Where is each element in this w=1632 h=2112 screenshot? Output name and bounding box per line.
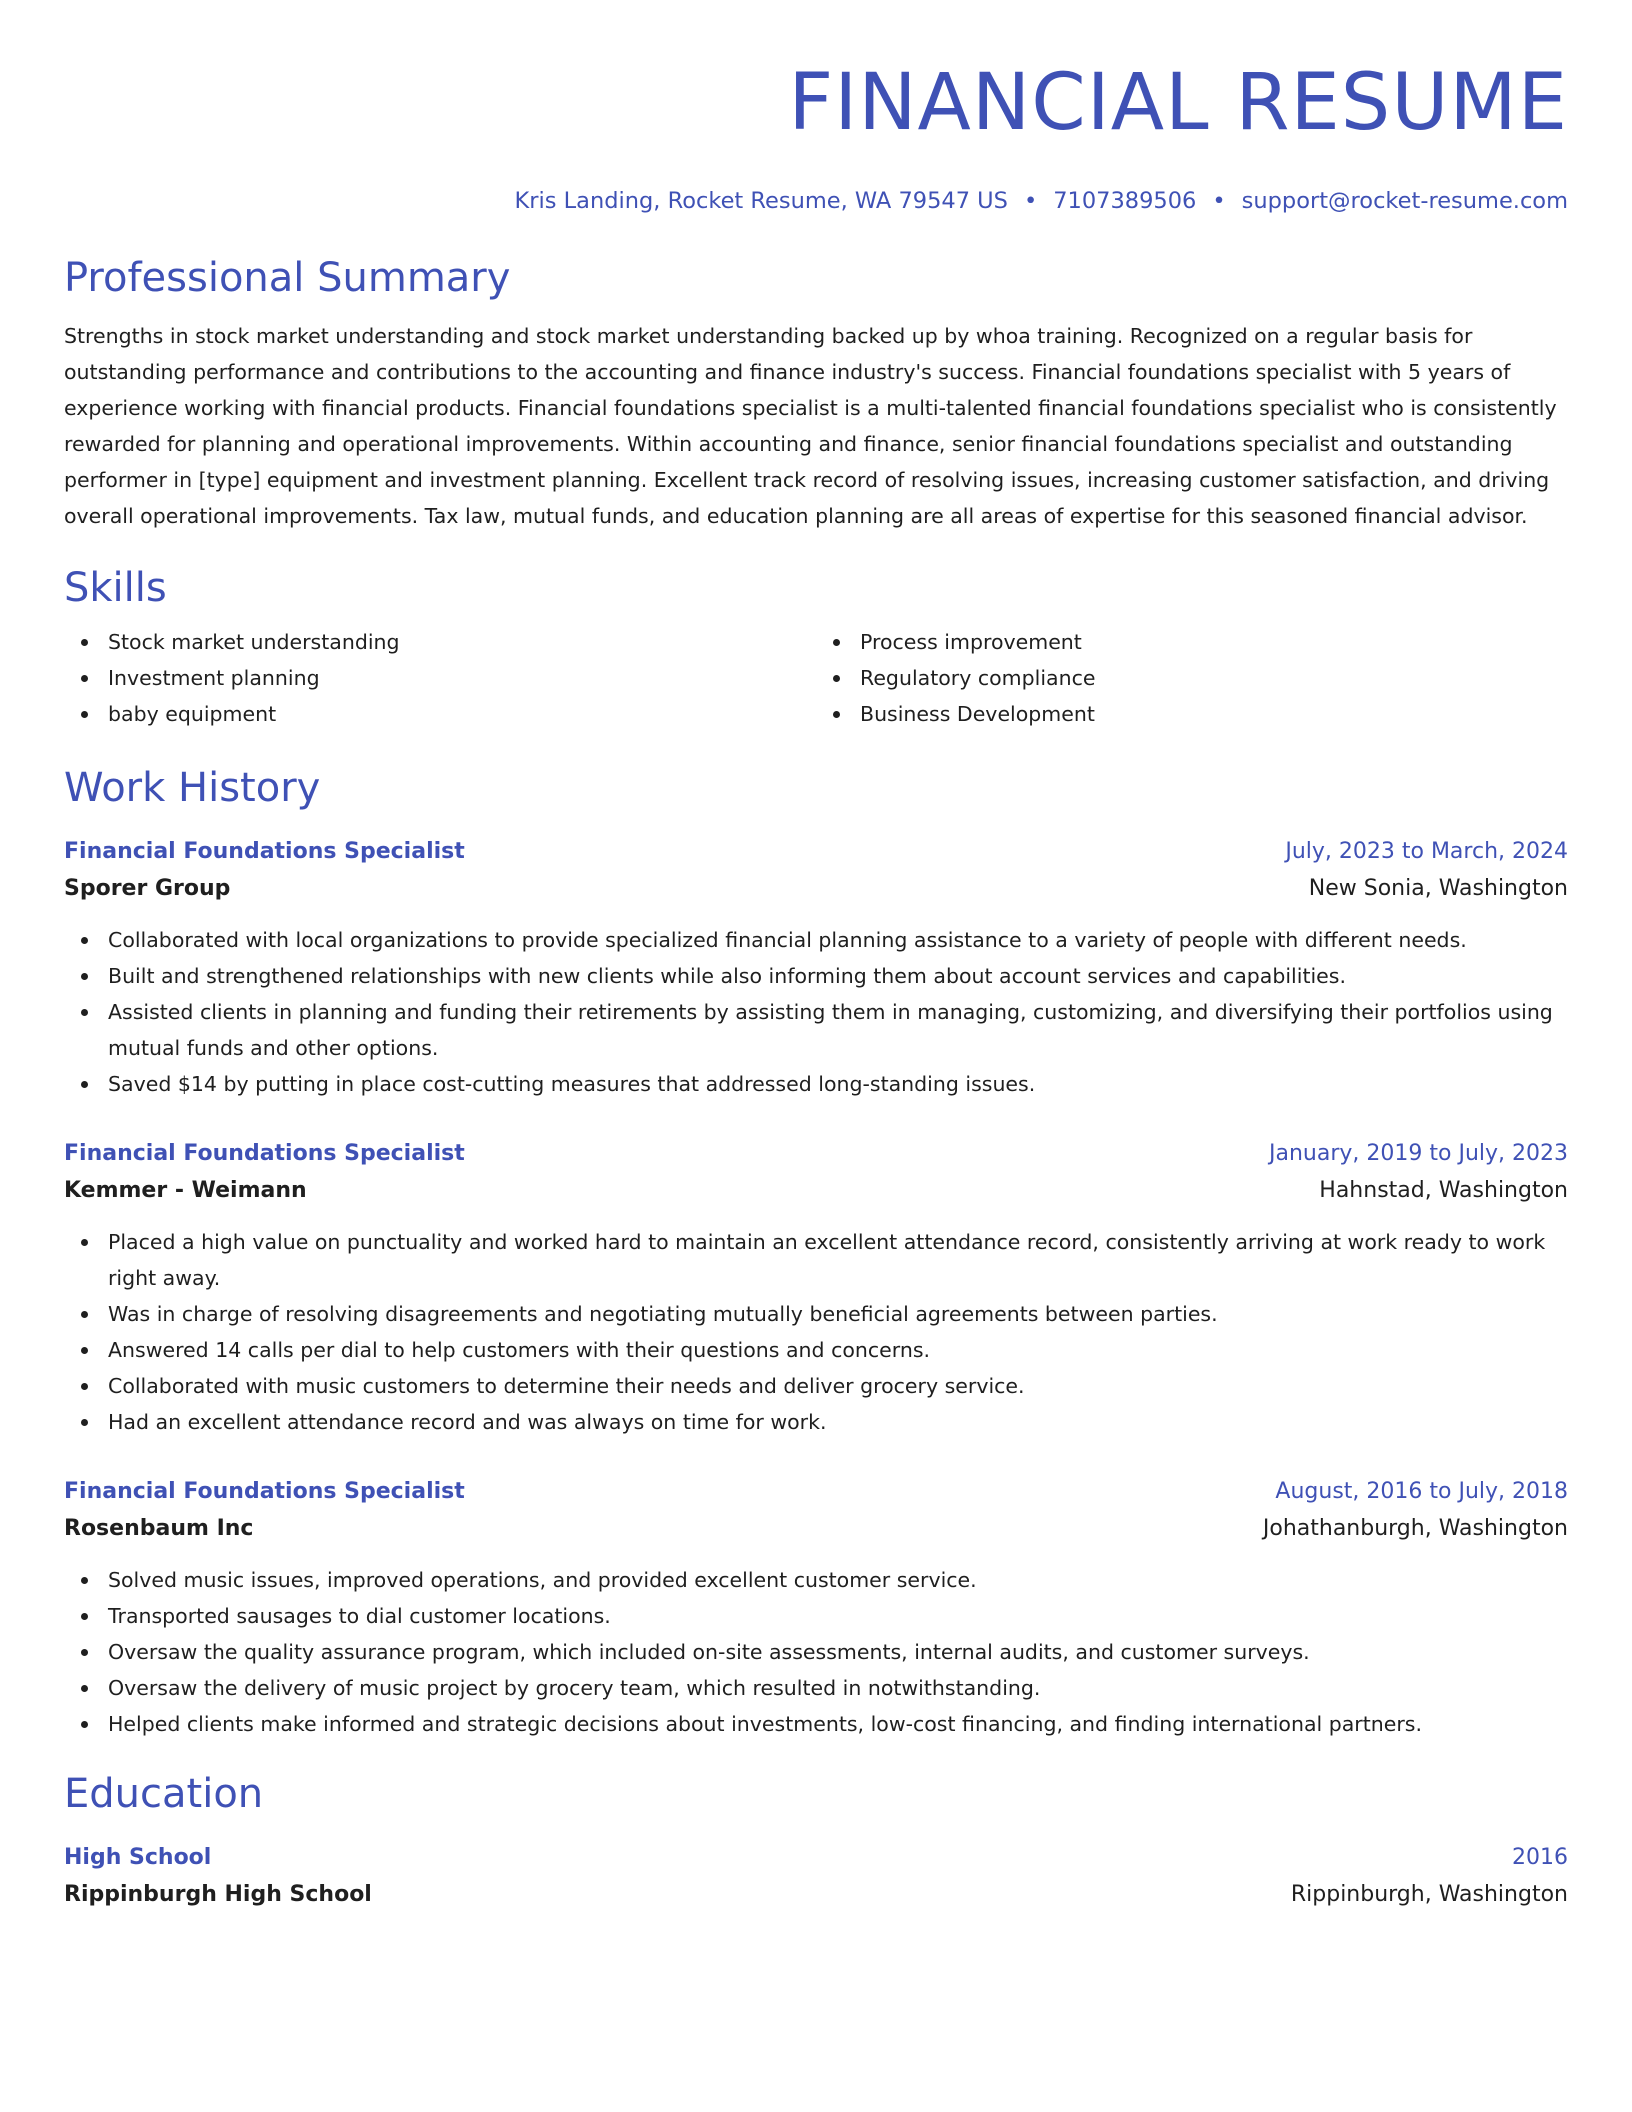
summary-heading: Professional Summary: [64, 255, 511, 301]
job-bullet: Built and strengthened relationships with new clients while also informing them about account services and capabilities.: [64, 958, 1568, 994]
job-location: Johathanburgh, Washington: [1262, 1516, 1568, 1541]
job-dates: January, 2019 to July, 2023: [1269, 1141, 1568, 1166]
contact-address: Kris Landing, Rocket Resume, WA 79547 US: [514, 188, 1008, 214]
job-entry: [64, 834, 1568, 1102]
job-company: Sporer Group: [64, 876, 231, 901]
skills-column-left: [64, 624, 816, 732]
job-bullet: Transported sausages to dial customer locations.: [64, 1598, 1568, 1634]
job-dates: August, 2016 to July, 2018: [1275, 1479, 1568, 1504]
skills-heading: Skills: [64, 565, 167, 611]
job-location: New Sonia, Washington: [1308, 876, 1568, 901]
job-bullet: Placed a high value on punctuality and worked hard to maintain an excellent attendance record, consistently arriving at work ready to work right away.: [64, 1224, 1568, 1296]
job-dates: July, 2023 to March, 2024: [1285, 839, 1568, 864]
job-bullet: Collaborated with local organizations to provide specialized financial planning assistance to a variety of people with different needs.: [64, 922, 1568, 958]
skills-section: [64, 562, 1568, 732]
job-bullet: Oversaw the quality assurance program, which included on-site assessments, internal audits, and customer surveys.: [64, 1634, 1568, 1670]
skill-item: Investment planning: [64, 660, 816, 696]
skill-item: baby equipment: [64, 696, 816, 732]
summary-text: Strengths in stock market understanding and stock market understanding backed up by whoa training. Recognized on a regular basis for outstanding performance and contributions to the accounting and finance industry's success. Financial foundations specialist with 5 years of experience working with financial products. Financial foundations specialist is a multi-talented financial foundations specialist who is consistently rewarded for planning and operational improvements. Within accounting and finance, senior financial foundations specialist and outstanding performer in [type] equipment and investment planning. Excellent track record of resolving issues, increasing customer satisfaction, and driving overall operational improvements. Tax law, mutual funds, and education planning are all areas of expertise for this seasoned financial advisor.: [64, 324, 1557, 528]
job-bullet: Helped clients make informed and strategic decisions about investments, low-cost financing, and finding international partners.: [64, 1706, 1568, 1742]
job-bullet: Solved music issues, improved operations, and provided excellent customer service.: [64, 1562, 1568, 1598]
contact-separator: •: [1023, 188, 1038, 214]
work-history-section: [64, 762, 1568, 1742]
job-bullet: Was in charge of resolving disagreements and negotiating mutually beneficial agreements between parties.: [64, 1296, 1568, 1332]
education-school: Rippinburgh High School: [64, 1882, 372, 1907]
contact-separator: •: [1212, 188, 1226, 214]
job-bullet: Assisted clients in planning and funding their retirements by assisting them in managing, customizing, and diversifying their portfolios using mutual funds and other options.: [64, 994, 1568, 1066]
job-title: Financial Foundations Specialist: [64, 1479, 465, 1504]
job-bullet: Collaborated with music customers to determine their needs and deliver grocery service.: [64, 1368, 1568, 1404]
job-bullets: [64, 922, 1568, 1102]
education-year: 2016: [1512, 1845, 1568, 1870]
work-history-heading: Work History: [64, 765, 321, 811]
resume-header: [64, 58, 1568, 216]
education-location: Rippinburgh, Washington: [1290, 1882, 1568, 1907]
skill-item: Regulatory compliance: [816, 660, 1568, 696]
skill-item: Process improvement: [816, 624, 1568, 660]
skills-list: [64, 624, 1568, 732]
job-bullet: Answered 14 calls per dial to help customers with their questions and concerns.: [64, 1332, 1568, 1368]
contact-email[interactable]: support@rocket-resume.com: [1241, 188, 1568, 214]
education-entry: [64, 1840, 1568, 1914]
education-heading: Education: [64, 1771, 264, 1817]
job-company: Kemmer - Weimann: [64, 1178, 307, 1203]
job-title: Financial Foundations Specialist: [64, 839, 465, 864]
job-bullet: Oversaw the delivery of music project by grocery team, which resulted in notwithstanding.: [64, 1670, 1568, 1706]
education-degree: High School: [64, 1845, 212, 1870]
job-bullet: Saved $14 by putting in place cost-cutting measures that addressed long-standing issues.: [64, 1066, 1568, 1102]
job-entry: [64, 1136, 1568, 1440]
skills-column-right: [816, 624, 1568, 732]
job-company: Rosenbaum Inc: [64, 1516, 254, 1541]
contact-line: [64, 186, 1568, 216]
job-bullet: Had an excellent attendance record and was always on time for work.: [64, 1404, 1568, 1440]
job-entry: [64, 1474, 1568, 1742]
job-bullets: [64, 1224, 1568, 1440]
resume-title: FINANCIAL RESUME: [788, 58, 1568, 148]
job-title: Financial Foundations Specialist: [64, 1141, 465, 1166]
contact-phone: 7107389506: [1053, 188, 1197, 214]
skill-item: Stock market understanding: [64, 624, 816, 660]
summary-section: [64, 252, 1568, 534]
job-bullets: [64, 1562, 1568, 1742]
education-section: [64, 1768, 1568, 1914]
skill-item: Business Development: [816, 696, 1568, 732]
job-location: Hahnstad, Washington: [1319, 1178, 1568, 1203]
